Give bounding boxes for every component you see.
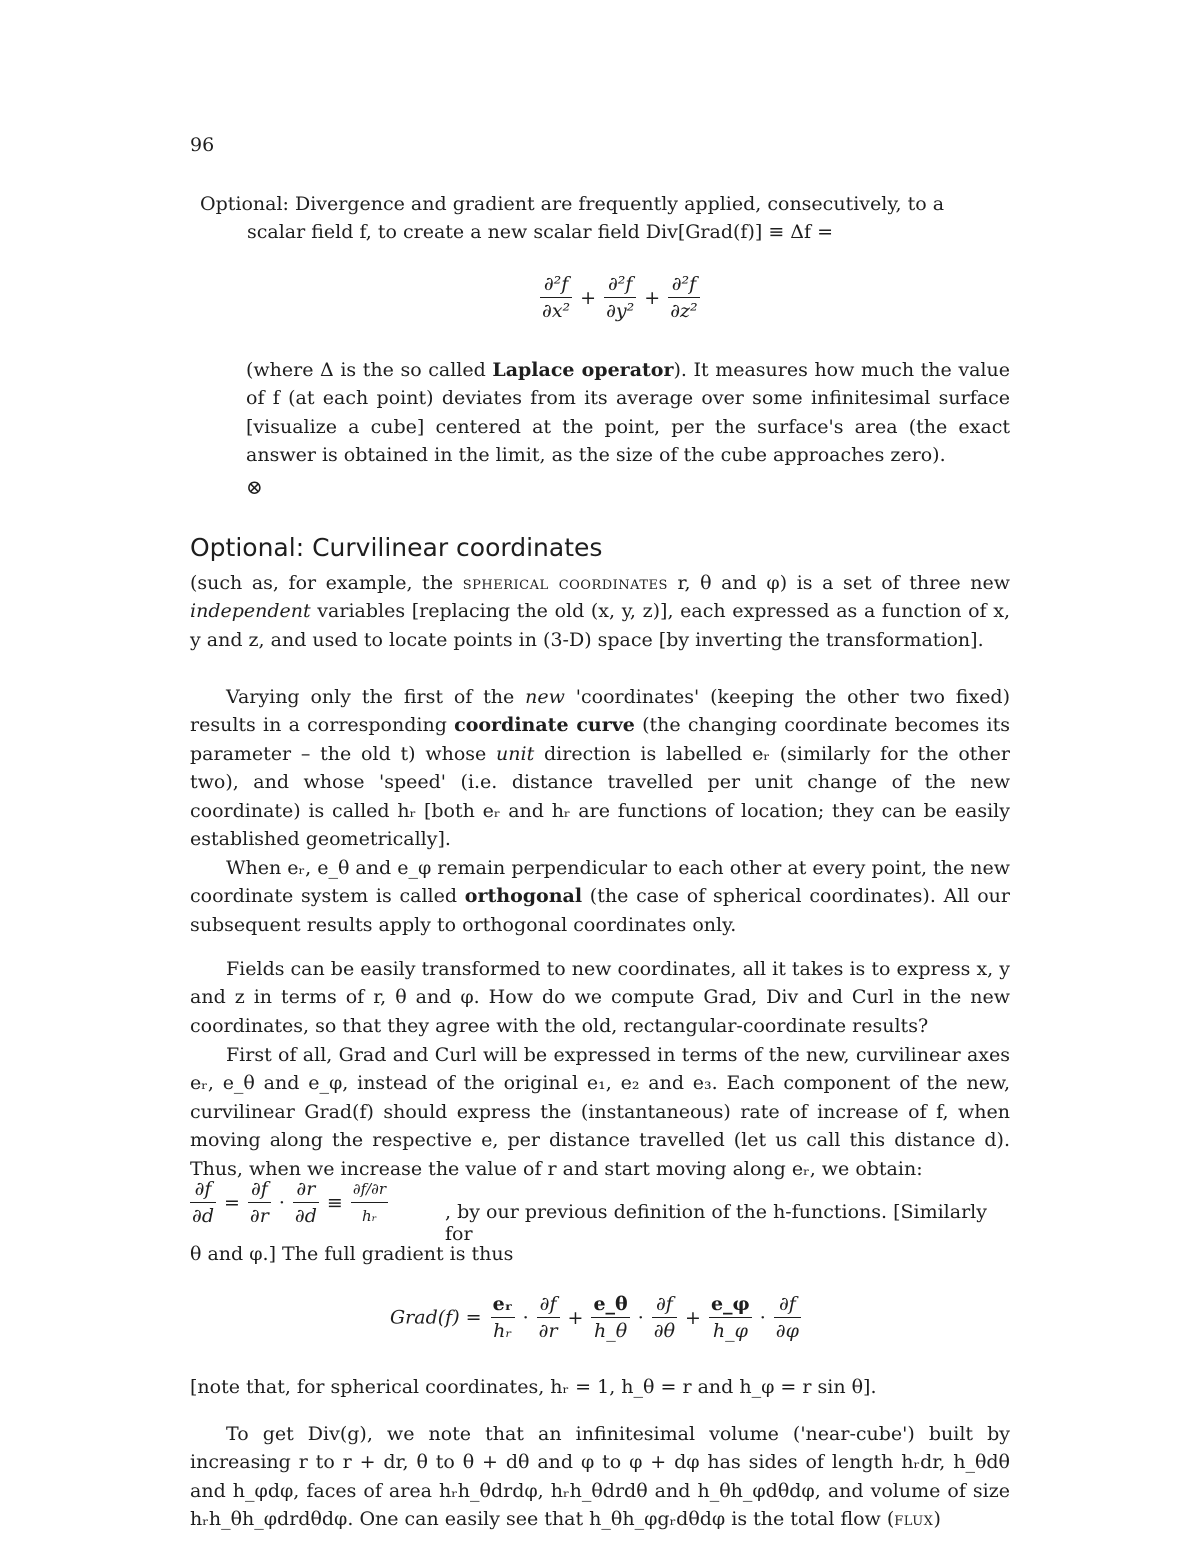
derivative-tail-text: , by our previous definition of the h-functions. [Similarly for [445,1201,987,1245]
fraction: $\frac{\text{eᵣ}}{\text{hᵣ}}$ [492,1293,513,1342]
optional-divergence-paragraph [190,190,1010,247]
fraction: $\frac{\partial f}{\partial d}$ [192,1178,214,1227]
optional-text-2: scalar field f, to create a new scalar field Div[Grad(f)] ≡ Δf = [247,221,833,244]
fraction: $\frac{\text{∂²f}}{\text{∂y²}}$ [606,273,635,322]
spherical-note: [note that, for spherical coordinates, hᵣ = 1, h_θ = r and h_φ = r sin θ]. [190,1376,877,1398]
paragraph-divergence: To get Div(g), we note that an infinitesimal volume ('near-cube') built by increasing r to r + dr, θ to θ + dθ and φ to φ + dφ has sides of length hᵣdr, h_θdθ and h_φdφ, faces of area hᵣh_θdrdφ, hᵣh_θdrdθ and h_θh_φdθdφ, and volume of size hᵣh_θh_φdrdθdφ. One can easily see that h_θh_φgᵣdθdφ is the total flow (flux) [190,1423,1010,1531]
paragraph-curvilinear-intro: (such as, for example, the spherical coordinates r, θ and φ) is a set of three new independent variables [replacing the old (x, y, z)], each expressed as a function of x, y and z, and used to locate points in (3-D) space [by inverting the transformation]. [190,572,1010,651]
fraction: $\frac{\partial f}{\partial r}$ [249,1178,269,1227]
page-number: 96 [190,134,215,156]
paragraph-grad-curl: First of all, Grad and Curl will be expressed in terms of the new, curvilinear axes eᵣ, e_θ and e_φ, instead of the original e₁, e₂ and e₃. Each component of the new, curvilinear Grad(f) should express the (instantaneous) rate of increase of f, when moving along the respective e, per distance travelled (let us call this distance d). Thus, when we increase the value of r and start moving along eᵣ, we obtain: [190,1044,1010,1180]
chain-rule-equation: $\frac{\partial f}{\partial d}$ = $\frac{\partial f}{\partial r}$ · $\frac{\partial r}{\partial d}$ ≡ $\frac{\partial f/\partial r}{\text{hᵣ}}$ [192,1178,387,1227]
fraction: $\frac{e\_\theta}{h\_\theta}$ [593,1293,628,1342]
laplace-equation: $\frac{\text{∂²f}}{\text{∂x²}}$ + $\frac{\text{∂²f}}{\text{∂y²}}$ + $\frac{\text{∂²f}}{\text{∂z²}}$ [542,273,698,322]
gradient-lhs: Grad(f) = [390,1306,482,1329]
derivative-chain [190,1177,1010,1247]
flux-term: flux [894,1508,934,1531]
fraction: $\frac{\partial f}{\partial\varphi}$ [775,1293,799,1342]
coordinate-curve-term: coordinate curve [454,714,635,737]
fraction: $\frac{\text{∂²f}}{\text{∂x²}}$ [542,273,571,322]
laplace-paragraph: (where Δ is the so called Laplace operator). It measures how much the value of f (at each point) deviates from its average over some infinitesimal surface [visualize a cube] centered at the point, per the surface's area (the exact answer is obtained in the limit, as the size of the cube approaches zero). [246,359,1010,467]
fraction: $\frac{\partial r}{\partial d}$ [294,1178,317,1227]
paragraph-coordinate-curve: Varying only the first of the new 'coordinates' (keeping the other two fixed) results in a corresponding coordinate curve (the changing coordinate becomes its parameter – the old t) whose unit direction is labelled eᵣ (similarly for the other two), and whose 'speed' (i.e. distance travelled per unit change of the new coordinate) is called hᵣ [both eᵣ and hᵣ are functions of location; they can be easily established geometrically]. [190,686,1010,851]
gradient-equation: Grad(f) = $\frac{\text{eᵣ}}{\text{hᵣ}}$ · $\frac{\partial f}{\partial r}$ + $\frac{e\_\theta}{h\_\theta}$ · $\frac{\partial f}{\partial\theta}$ + $\frac{e\_\varphi}{h\_\varphi}$ · $\frac{\partial f}{\partial\varphi}$ [390,1293,799,1342]
paragraph-orthogonal: When eᵣ, e_θ and e_φ remain perpendicular to each other at every point, the new coordinate system is called orthogonal (the case of spherical coordinates). All our subsequent results apply to orthogonal coordinates only. [190,857,1010,936]
fraction: $\frac{e\_\varphi}{h\_\varphi}$ [710,1293,750,1342]
paragraph-fields-transform: Fields can be easily transformed to new coordinates, all it takes is to express x, y and z in terms of r, θ and φ. How do we compute Grad, Div and Curl in the new coordinates, so that they agree with the old, rectangular-coordinate results? [190,958,1010,1037]
fraction: $\frac{\partial f/\partial r}{\text{hᵣ}}$ [351,1177,388,1228]
optional-label: Optional: [200,193,289,215]
gradient-intro-text: θ and φ.] The full gradient is thus [190,1243,514,1265]
fraction: $\frac{\partial f}{\partial\theta}$ [653,1293,676,1342]
fraction: $\frac{\text{∂²f}}{\text{∂z²}}$ [670,273,698,322]
laplace-operator-term: Laplace operator [492,359,674,381]
spherical-coordinates-term: spherical coordinates [462,572,668,594]
fraction: $\frac{\partial f}{\partial r}$ [538,1293,558,1342]
section-title: Optional: Curvilinear coordinates [190,533,603,562]
optional-text: Divergence and gradient are frequently applied, consecutively, to a [294,193,945,215]
end-of-optional-mark: ⊗ [246,475,263,499]
orthogonal-term: orthogonal [464,885,583,908]
